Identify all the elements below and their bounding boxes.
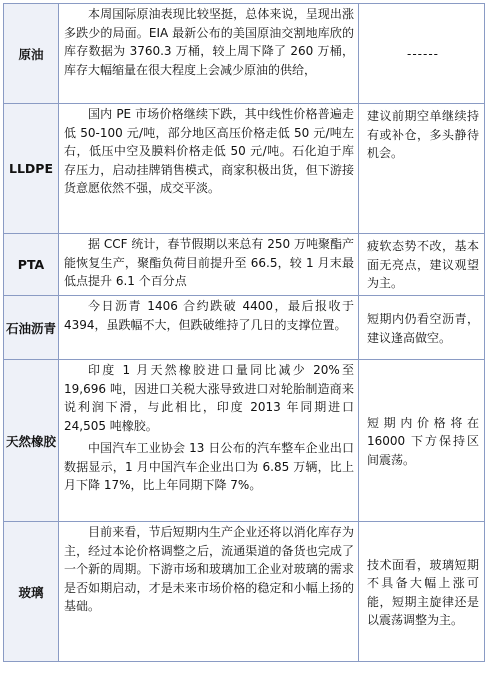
analysis-cell [59,360,359,522]
analysis-paragraph: 本周国际原油表现比较坚挺，总体来说，呈现出涨多跌少的局面。EIA 最新公布的美国原油交割地库欣的库存数据为 3760.3 万桶，较上周下降了 260 万桶，库存大幅缩量在很大程度上会减少原油的供给， [64,7,354,77]
analysis-cell [59,4,359,104]
commodity-name-natural-rubber: 天然橡胶 [4,360,59,522]
commodity-name-glass: 玻璃 [4,522,59,662]
commodity-table [3,3,485,662]
analysis-paragraph: 今日沥青 1406 合约跌破 4400，最后报收于 4394，虽跌幅不大，但跌破维持了几日的支撑位置。 [64,299,354,332]
analysis-paragraph: 中国汽车工业协会 13 日公布的汽车整车企业出口数据显示，1 月中国汽车企业出口为 6.85 万辆，比上月下降 17%，比上年同期下降 7%。 [64,441,354,492]
advice-cell: 短期内仍看空沥青，建议逢高做空。 [359,296,485,360]
commodity-name-lldpe: LLDPE [4,104,59,234]
analysis-cell [59,104,359,234]
analysis-cell [59,296,359,360]
analysis-paragraph: 目前来看，节后短期内生产企业还将以消化库存为主，经过本论价格调整之后，流通渠道的备货也完成了一个新的周期。下游市场和玻璃加工企业对玻璃的需求是否如期启动，才是未来市场价格的稳定和小幅上扬的基础。 [64,525,354,613]
analysis-paragraph: 国内 PE 市场价格继续下跌，其中线性价格普遍走低 50-100 元/吨，部分地区高压价格走低 50 元/吨左右，低压中空及膜料价格走低 50 元/吨。石化迫于库存压力，启动挂牌销售模式，商家积极出货，但下游接货意愿依然不强，成交平淡。 [64,107,354,195]
advice-cell: 短期内价格将在 16000 下方保持区间震荡。 [359,360,485,522]
commodity-name-crude-oil: 原油 [4,4,59,104]
advice-cell: 建议前期空单继续持有或补仓，多头静待机会。 [359,104,485,234]
table-row [4,4,485,104]
advice-cell: 疲软态势不改，基本面无亮点，建议观望为主。 [359,234,485,296]
analysis-paragraph: 印度 1 月天然橡胶进口量同比减少 20%至 19,696 吨，因进口关税大涨导致进口对轮胎制造商来说利润下滑，与此相比，印度 2013 年同期进口 24,505 吨橡胶。 [64,363,354,433]
analysis-cell [59,234,359,296]
table-row [4,522,485,662]
table-row [4,234,485,296]
table-row [4,296,485,360]
analysis-cell [59,522,359,662]
table-row [4,104,485,234]
advice-cell: 技术面看，玻璃短期不具备大幅上涨可能，短期主旋律还是以震荡调整为主。 [359,522,485,662]
table-row [4,360,485,522]
advice-cell: ------ [359,4,485,104]
commodity-name-pta: PTA [4,234,59,296]
analysis-paragraph: 据 CCF 统计，春节假期以来总有 250 万吨聚酯产能恢复生产，聚酯负荷目前提升至 66.5，较 1 月末最低点提升 6.1 个百分点 [64,237,354,288]
commodity-name-asphalt: 石油沥青 [4,296,59,360]
